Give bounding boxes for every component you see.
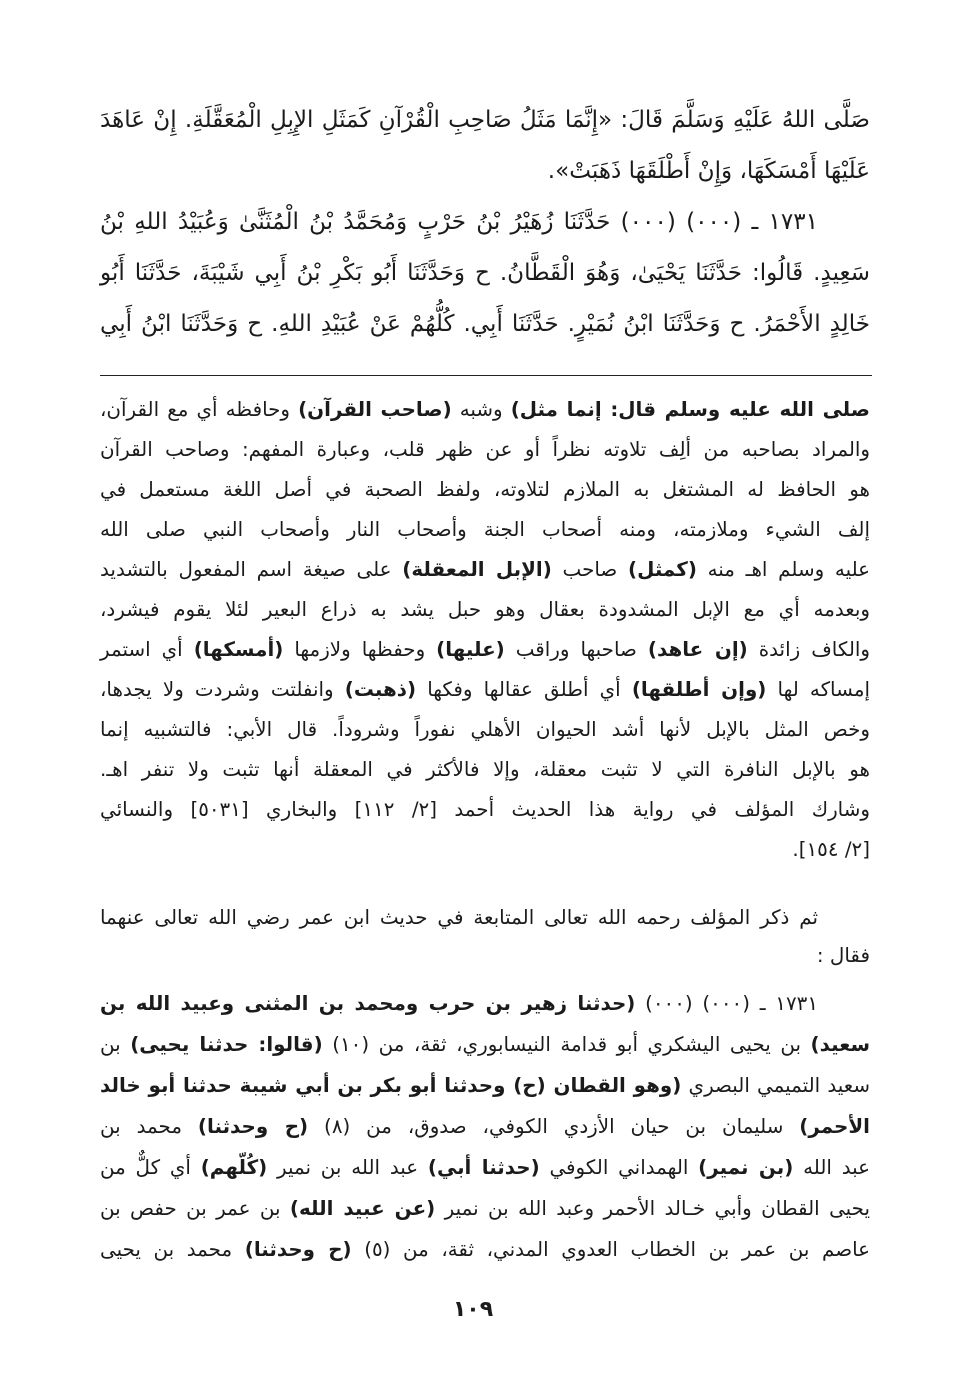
bold-text-segment: (ح وحدثنا): [197, 1115, 309, 1138]
text-segment: عَلَيْهَا أَمْسَكَهَا، وَإِنْ أَطْلَقَهَا ذَهَبَتْ».: [547, 158, 870, 184]
line-text: [100, 678, 870, 701]
text-segment: خَالِدٍ الأَحْمَرُ. ح وَحَدَّثَنَا ابْنُ نُمَيْرٍ. حَدَّثَنَا أَبِي. كُلُّهُمْ عَنْ عُبَيْدِ اللهِ. ح وَحَدَّثَنَا ابْنُ أَبِي: [100, 311, 870, 337]
line-text: [100, 518, 870, 541]
bold-text-segment: (الإبل المعقلة): [402, 558, 552, 581]
text-line: [100, 197, 870, 248]
line-text: [817, 944, 870, 967]
text-segment: [٢/ ١٥٤].: [792, 838, 870, 861]
text-segment: والمراد بصاحبه من ألِف تلاوته نظراً أو عن ظهر قلب، وعبارة المفهم: وصاحب القرآن: [100, 438, 870, 461]
bold-text-segment: (ذهبت): [344, 678, 417, 701]
text-segment: هو بالإبل النافرة التي لا تثبت معقلة، وإلا فالأكثر في المعقلة أنها تثبت ولا تنفر اهـ.: [100, 758, 870, 781]
text-segment: أي أطلق عقالها وفكها: [416, 678, 632, 701]
text-line: [100, 983, 870, 1024]
line-text: [100, 758, 870, 781]
text-line: [100, 430, 870, 470]
text-line: [100, 1065, 870, 1106]
line-text: [100, 1074, 870, 1097]
line-text: [100, 478, 870, 501]
line-text: [100, 638, 870, 661]
text-line: [100, 670, 870, 710]
transition-paragraph: [100, 899, 870, 975]
line-text: [100, 906, 818, 929]
text-segment: ١٧٣١ ـ (٠٠٠) (٠٠٠): [635, 992, 818, 1015]
text-segment: وحفظها ولازمها: [283, 638, 437, 661]
text-line: [100, 830, 870, 870]
text-segment: سليمان بن حيان الأزدي الكوفي، صدوق، من (٨): [308, 1115, 800, 1138]
bold-text-segment: (كُلّهم): [200, 1156, 268, 1179]
text-line: [100, 937, 870, 975]
page-number: ١٠٩: [452, 1297, 494, 1322]
text-segment: إلف الشيء وملازمته، ومنه أصحاب الجنة وأصحاب النار وأصحاب النبي صلى الله: [100, 518, 870, 541]
bold-text-segment: (وإن أطلقها): [631, 678, 767, 701]
text-segment: صَلَّى اللهُ عَلَيْهِ وَسَلَّمَ قَالَ: «إِنَّمَا مَثَلُ صَاحِبِ الْقُرْآنِ كَمَثَلِ الإِبِلِ الْمُعَقَّلَةِ. إِنْ عَاهَدَ: [100, 107, 870, 133]
line-text: [100, 398, 870, 421]
text-line: [100, 899, 870, 937]
text-line: [100, 299, 870, 350]
line-text: [100, 1033, 870, 1056]
line-text: [792, 838, 870, 861]
line-text: [100, 1197, 870, 1220]
text-segment: عاصم بن عمر بن الخطاب العدوي المدني، ثقة، من (٥): [351, 1238, 870, 1261]
bold-text-segment: صلى الله عليه وسلم قال: إنما مثل): [510, 398, 871, 421]
text-segment: صاحب: [551, 558, 628, 581]
text-line: [100, 510, 870, 550]
bold-text-segment: (ح وحدثنا): [244, 1238, 352, 1261]
text-line: [100, 750, 870, 790]
line-text: [100, 992, 818, 1015]
text-line: [100, 710, 870, 750]
bold-text-segment: (حدثنا زهير بن حرب ومحمد بن المثنى وعبيد الله بن: [100, 992, 636, 1015]
line-text: [100, 260, 870, 286]
text-segment: هو الحافظ له المشتغل به الملازم لتلاوته، ولفظ الصحبة في أصل اللغة مستعمل في: [100, 478, 870, 501]
text-segment: يحيى القطان وأبي خـالد الأحمر وعبد الله بن نمير: [435, 1197, 870, 1220]
text-line: [100, 248, 870, 299]
line-text: [100, 107, 870, 133]
line-text: [100, 1238, 870, 1261]
line-text: [100, 209, 818, 235]
text-segment: أي كلٌّ من: [100, 1156, 201, 1179]
text-segment: عبد الله: [793, 1156, 870, 1179]
text-line: [100, 550, 870, 590]
text-segment: وحافظه أي مع القرآن،: [100, 398, 299, 421]
text-segment: صاحبها وراقب: [504, 638, 648, 661]
text-line: [100, 1188, 870, 1229]
bold-text-segment: (إن عاهد): [647, 638, 748, 661]
bold-text-segment: (أمسكها): [193, 638, 284, 661]
line-text: [100, 438, 870, 461]
isnad-commentary: [100, 983, 870, 1270]
bold-text-segment: (صاحب القرآن): [298, 398, 452, 421]
text-segment: بن: [100, 1033, 131, 1056]
text-line: [100, 390, 870, 430]
text-line: [100, 630, 870, 670]
hadith-text: [100, 95, 870, 350]
text-line: [100, 1147, 870, 1188]
text-segment: والكاف زائدة: [747, 638, 871, 661]
text-segment: وشبه: [451, 398, 511, 421]
text-line: [100, 1229, 870, 1270]
line-text: [100, 311, 870, 337]
line-text: [100, 1156, 870, 1179]
line-text: [548, 158, 870, 184]
bold-text-segment: سعيد): [810, 1033, 870, 1056]
bold-text-segment: (بن نمير): [698, 1156, 794, 1179]
text-line: [100, 146, 870, 197]
bold-text-segment: (حدثنا أبي): [427, 1156, 540, 1179]
text-segment: بن يحيى اليشكري أبو قدامة النيسابوري، ثقة، من (١٠): [322, 1033, 811, 1056]
text-line: [100, 790, 870, 830]
bold-text-segment: (قالوا: حدثنا يحيى): [130, 1033, 323, 1056]
text-segment: إمساكه لها: [766, 678, 870, 701]
text-segment: وانفلتت وشردت ولا يجدها،: [100, 678, 345, 701]
text-segment: وخص المثل بالإبل لأنها أشد الحيوان الأهلي نفوراً وشروداً. قال الأبي: فالتشبيه إنما: [100, 718, 870, 741]
text-segment: عبد الله بن نمير: [267, 1156, 428, 1179]
text-segment: محمد بن يحيى: [100, 1238, 245, 1261]
footnote-separator-rule: [100, 375, 872, 376]
bold-text-segment: (كمثل): [628, 558, 697, 581]
text-line: [100, 1106, 870, 1147]
line-text: [100, 798, 870, 821]
text-segment: سعيد التميمي البصري: [681, 1074, 870, 1097]
text-segment: وشارك المؤلف في رواية هذا الحديث أحمد [٢/ ١١٢] والبخاري [٥٠٣١] والنسائي: [100, 798, 870, 821]
text-segment: محمد بن: [100, 1115, 198, 1138]
text-segment: الهمداني الكوفي: [539, 1156, 699, 1179]
text-segment: سَعِيدٍ. قَالُوا: حَدَّثَنَا يَحْيَىٰ، وَهُوَ الْقَطَّانُ. ح وَحَدَّثَنَا أَبُو بَكْرِ بْنُ أَبِي شَيْبَةَ، حَدَّثَنَا أَبُو: [100, 260, 870, 286]
text-line: [100, 590, 870, 630]
text-segment: عليه وسلم اهـ منه: [696, 558, 871, 581]
line-text: [100, 558, 870, 581]
line-text: [100, 598, 870, 621]
text-segment: على صيغة اسم المفعول بالتشديد: [100, 558, 403, 581]
text-segment: وبعدمه أي مع الإبل المشدودة بعقال وهو حبل يشد به ذراع البعير لئلا يقوم فيشرد،: [100, 598, 870, 621]
line-text: [100, 718, 870, 741]
text-line: [100, 1024, 870, 1065]
text-segment: بن عمر بن حفص بن: [100, 1197, 290, 1220]
text-segment: ١٧٣١ ـ (٠٠٠) (٠٠٠) حَدَّثَنَا زُهَيْرُ بْنُ حَرْبٍ وَمُحَمَّدُ بْنُ الْمُثَنَّىٰ وَعُبَيْدُ اللهِ بْنُ: [100, 209, 818, 235]
text-segment: فقال :: [816, 944, 870, 967]
text-segment: ثم ذكر المؤلف رحمه الله تعالى المتابعة في حديث ابن عمر رضي الله تعالى عنهما: [100, 906, 818, 929]
text-line: [100, 470, 870, 510]
bold-text-segment: (عن عبيد الله): [289, 1197, 436, 1220]
bold-text-segment: (عليها): [436, 638, 505, 661]
bold-text-segment: الأحمر): [799, 1115, 870, 1138]
bold-text-segment: (وهو القطان (ح) وحدثنا أبو بكر بن أبي شيبة حدثنا أبو خالد: [100, 1074, 682, 1097]
commentary: [100, 390, 870, 870]
text-segment: أي استمر: [100, 638, 194, 661]
line-text: [100, 1115, 870, 1138]
text-line: [100, 95, 870, 146]
